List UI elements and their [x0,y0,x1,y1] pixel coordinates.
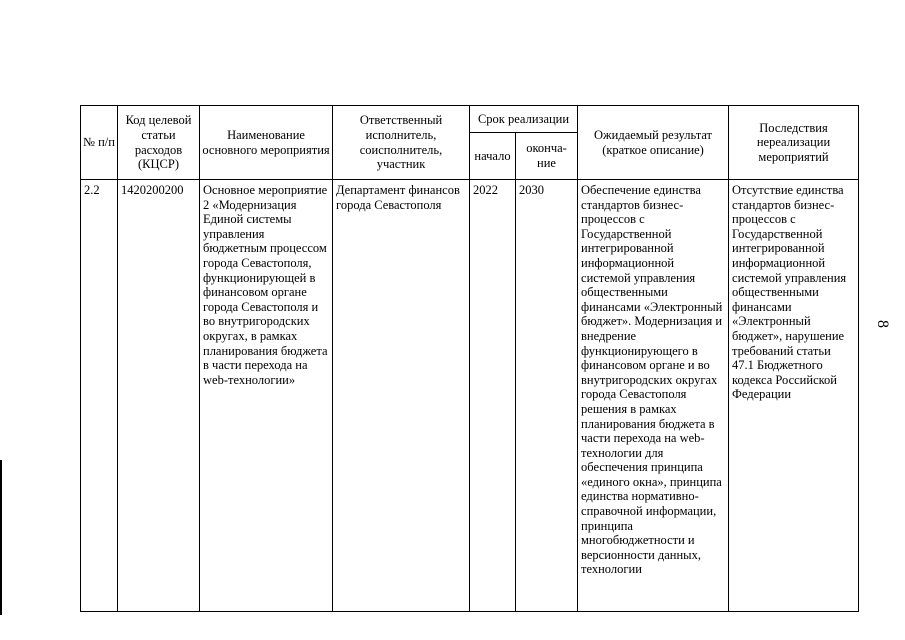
header-start: начало [470,133,516,180]
cell-result: Обеспечение единства стандартов бизнес-процессов с Государственной интегрированной информационной системой управления общественными финансами «Электронный бюджет». Модернизация и внедрение функционирующего в финансовом органе и во внутригородских округах города Севастополя решения в рамках планирования бюджета в части перехода на web-технологии для обеспечения принципа «единого окна», принципа единства нормативно-справочной информации, принципа многобюджетности и версионности данных, технологии [578,180,729,612]
header-consequences: Последствия нереализации мероприятий [729,106,859,180]
cell-consequences: Отсутствие единства стандартов бизнес-процессов с Государственной интегрированной информационной системой управления общественными финансами «Электронный бюджет», нарушение требований статьи 47.1 Бюджетного кодекса Российской Федерации [729,180,859,612]
cell-code: 1420200200 [118,180,200,612]
header-code: Код целевой статьи расходов (КЦСР) [118,106,200,180]
cell-name: Основное мероприятие 2 «Модернизация Единой системы управления бюджетным процессом города Севастополя, функционирующей в финансовом органе города Севастополя и во внутригородских округах, в рамках планирования бюджета в части перехода на web-технологии» [200,180,333,612]
cell-start: 2022 [470,180,516,612]
header-end: оконча-ние [516,133,578,180]
scan-edge-mark [0,460,2,615]
header-responsible: Ответственный исполнитель, соисполнитель, участник [333,106,470,180]
cell-responsible: Департамент финансов города Севастополя [333,180,470,612]
measures-table [80,105,859,612]
header-period: Срок реализации [470,106,578,133]
header-name: Наименование основного мероприятия [200,106,333,180]
header-num: № п/п [81,106,118,180]
cell-end: 2030 [516,180,578,612]
header-result: Ожидаемый результат (краткое описание) [578,106,729,180]
page-number: 8 [874,320,891,328]
cell-num: 2.2 [81,180,118,612]
table-row [81,180,859,612]
